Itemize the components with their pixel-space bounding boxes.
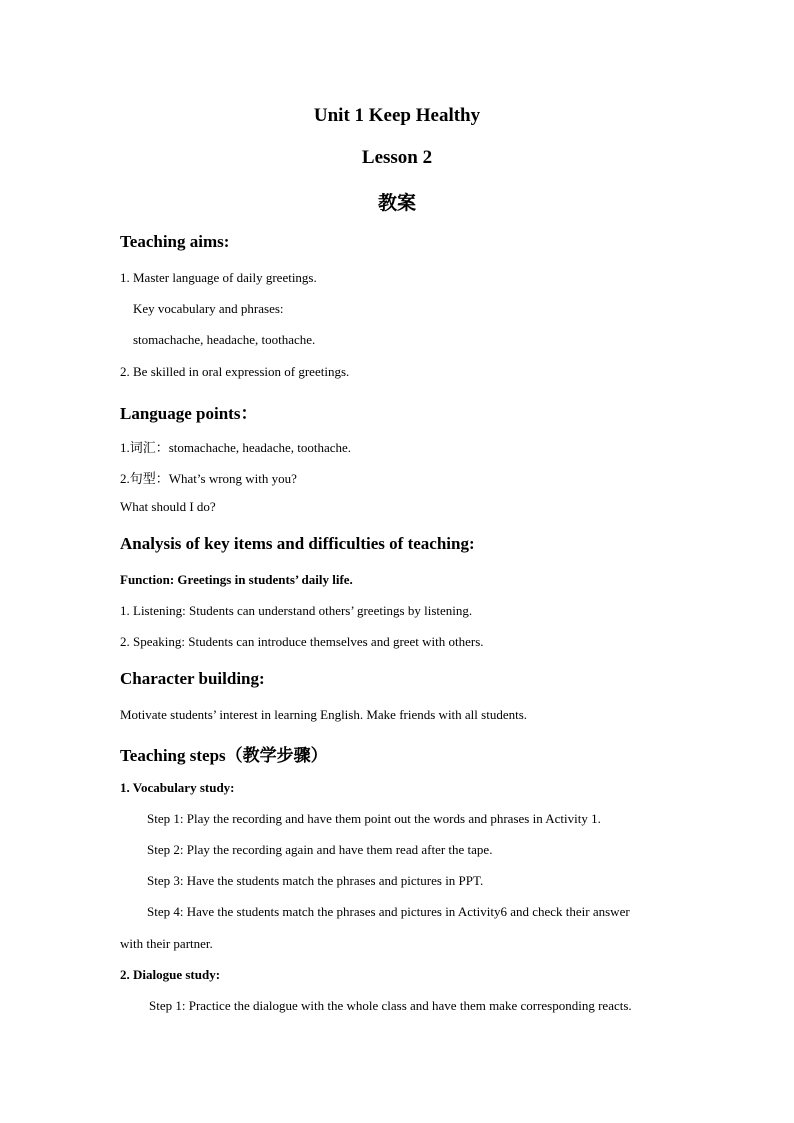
- unit-title: Unit 1 Keep Healthy: [313, 105, 481, 126]
- teaching-aim-line: stomachache, headache, toothache.: [133, 332, 316, 347]
- analysis-line: 1. Listening: Students can understand others’ greetings by listening.: [120, 603, 473, 618]
- language-point-line: 1.词汇：stomachache, headache, toothache.: [120, 440, 352, 455]
- teaching-aim-line: 2. Be skilled in oral expression of greetings.: [120, 364, 350, 379]
- vocabulary-step-continuation: with their partner.: [120, 936, 213, 951]
- teaching-aim-line: 1. Master language of daily greetings.: [120, 270, 317, 285]
- character-building-line: Motivate students’ interest in learning English. Make friends with all students.: [120, 707, 528, 722]
- function-line: Function: Greetings in students’ daily life.: [120, 572, 353, 587]
- dialogue-study-heading: 2. Dialogue study:: [120, 967, 221, 982]
- vocabulary-step: Step 1: Play the recording and have them point out the words and phrases in Activity 1.: [147, 811, 601, 826]
- analysis-line: 2. Speaking: Students can introduce themselves and greet with others.: [120, 634, 484, 649]
- lesson-title: Lesson 2: [361, 147, 433, 168]
- character-building-heading: Character building:: [120, 669, 265, 688]
- document-type-title: 教案: [377, 193, 416, 214]
- language-point-line: What should I do?: [120, 499, 216, 514]
- dialogue-step: Step 1: Practice the dialogue with the whole class and have them make corresponding reacts.: [149, 998, 632, 1013]
- language-point-line: 2.句型：What’s wrong with you?: [120, 471, 297, 486]
- analysis-heading: Analysis of key items and difficulties of teaching:: [120, 534, 475, 553]
- vocabulary-study-heading: 1. Vocabulary study:: [120, 780, 235, 795]
- teaching-steps-heading: Teaching steps（教学步骤）: [120, 746, 328, 765]
- language-points-heading: Language points：: [120, 404, 258, 423]
- vocabulary-step: Step 3: Have the students match the phrases and pictures in PPT.: [147, 873, 484, 888]
- vocabulary-step: Step 2: Play the recording again and have them read after the tape.: [147, 842, 493, 857]
- vocabulary-step: Step 4: Have the students match the phrases and pictures in Activity6 and check their answer: [147, 904, 630, 919]
- teaching-aim-line: Key vocabulary and phrases:: [133, 301, 284, 316]
- teaching-aims-heading: Teaching aims:: [120, 232, 230, 251]
